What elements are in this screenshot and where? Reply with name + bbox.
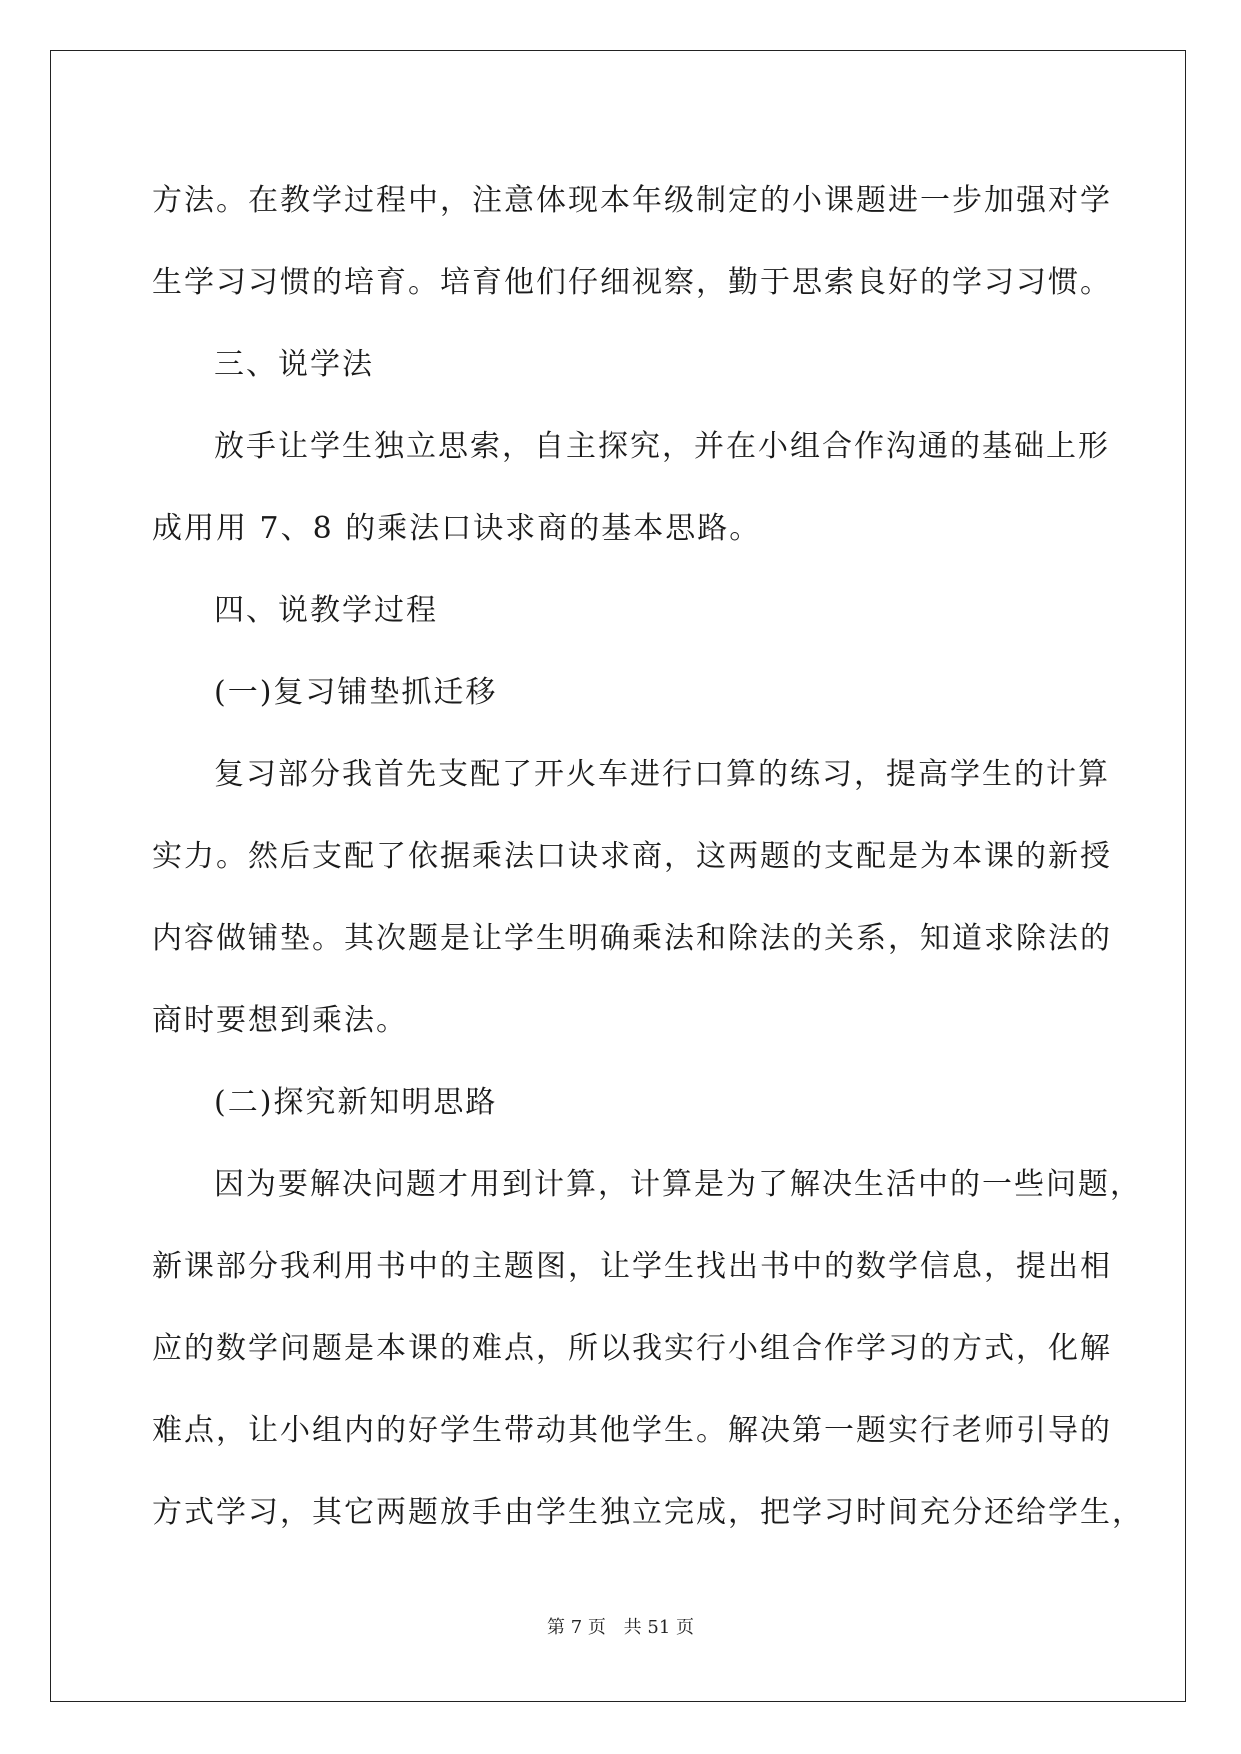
page-footer — [0, 1613, 1241, 1639]
subsection-heading: (一)复习铺垫抓迁移 — [214, 675, 498, 710]
text-line: 新课部分我利用书中的主题图，让学生找出书中的数学信息，提出相 — [152, 1249, 1112, 1284]
text-line: 商时要想到乘法。 — [152, 1003, 408, 1038]
text-line: 成用用 7、8 的乘法口诀求商的基本思路。 — [152, 511, 762, 546]
section-heading: 四、说教学过程 — [214, 593, 438, 628]
text-line: 因为要解决问题才用到计算，计算是为了解决生活中的一些问题， — [214, 1167, 1142, 1202]
text-line: 方法。在教学过程中，注意体现本年级制定的小课题进一步加强对学 — [152, 183, 1112, 218]
page-number: 第 7 页 — [547, 1617, 606, 1638]
total-pages: 共 51 页 — [623, 1617, 694, 1638]
text-line: 实力。然后支配了依据乘法口诀求商，这两题的支配是为本课的新授 — [152, 839, 1112, 874]
text-line: 难点，让小组内的好学生带动其他学生。解决第一题实行老师引导的 — [152, 1413, 1112, 1448]
text-line: 生学习习惯的培育。培育他们仔细视察，勤于思索良好的学习习惯。 — [152, 265, 1112, 300]
subsection-heading: (二)探究新知明思路 — [214, 1085, 498, 1120]
document-body — [152, 160, 1144, 1554]
text-line: 复习部分我首先支配了开火车进行口算的练习，提高学生的计算 — [214, 757, 1110, 792]
text-line: 放手让学生独立思索，自主探究，并在小组合作沟通的基础上形 — [214, 429, 1110, 464]
text-line: 方式学习，其它两题放手由学生独立完成，把学习时间充分还给学生， — [152, 1495, 1144, 1530]
text-line: 内容做铺垫。其次题是让学生明确乘法和除法的关系，知道求除法的 — [152, 921, 1112, 956]
text-line: 应的数学问题是本课的难点，所以我实行小组合作学习的方式，化解 — [152, 1331, 1112, 1366]
section-heading: 三、说学法 — [214, 347, 374, 382]
